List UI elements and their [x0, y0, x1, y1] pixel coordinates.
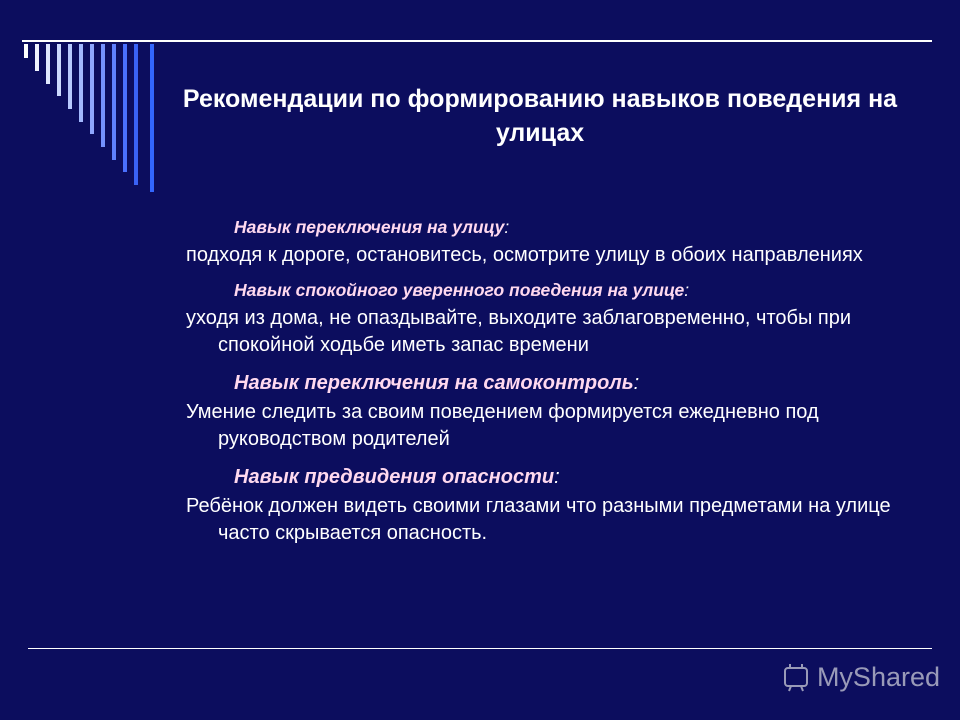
decorative-bar [150, 44, 154, 192]
watermark-logo-icon [781, 662, 811, 692]
decorative-bar [134, 44, 138, 185]
skill-heading-self-control: Навык переключения на самоконтроль: [234, 372, 640, 394]
slide-title: Рекомендации по формированию навыков поведения на улицах [182, 85, 898, 147]
skill-description: уходя из дома, не опаздывайте, выходите заблаговременно, чтобы при спокойной ходьбе иметь запас времени [186, 307, 852, 356]
skill-heading-danger-foresight: Навык предвидения опасности: [234, 466, 560, 488]
skill-heading-street-switch: Навык переключения на улицу: [234, 217, 510, 237]
decorative-bar [79, 44, 83, 122]
decorative-bar [46, 44, 50, 84]
slide-body [186, 212, 926, 553]
skill-description: Ребёнок должен видеть своими глазами что разными предметами на улице часто скрывается опасность. [186, 495, 891, 544]
decorative-bar [101, 44, 105, 147]
decorative-bar [24, 44, 28, 58]
skill-description: подходя к дороге, остановитесь, осмотрите улицу в обоих направлениях [186, 244, 863, 266]
skill-description: Умение следить за своим поведением формируется ежедневно под руководством родителей [186, 401, 819, 450]
bottom-rule [28, 648, 932, 649]
decorative-bar [90, 44, 94, 134]
decorative-bar [112, 44, 116, 160]
decorative-bar [35, 44, 39, 71]
decorative-bar [68, 44, 72, 109]
watermark-text: MyShared [816, 661, 940, 692]
decorative-bars [0, 0, 170, 200]
watermark [781, 660, 940, 694]
decorative-bar [57, 44, 61, 96]
decorative-bar [123, 44, 127, 172]
skill-heading-calm-behavior: Навык спокойного уверенного поведения на улице: [234, 280, 690, 300]
